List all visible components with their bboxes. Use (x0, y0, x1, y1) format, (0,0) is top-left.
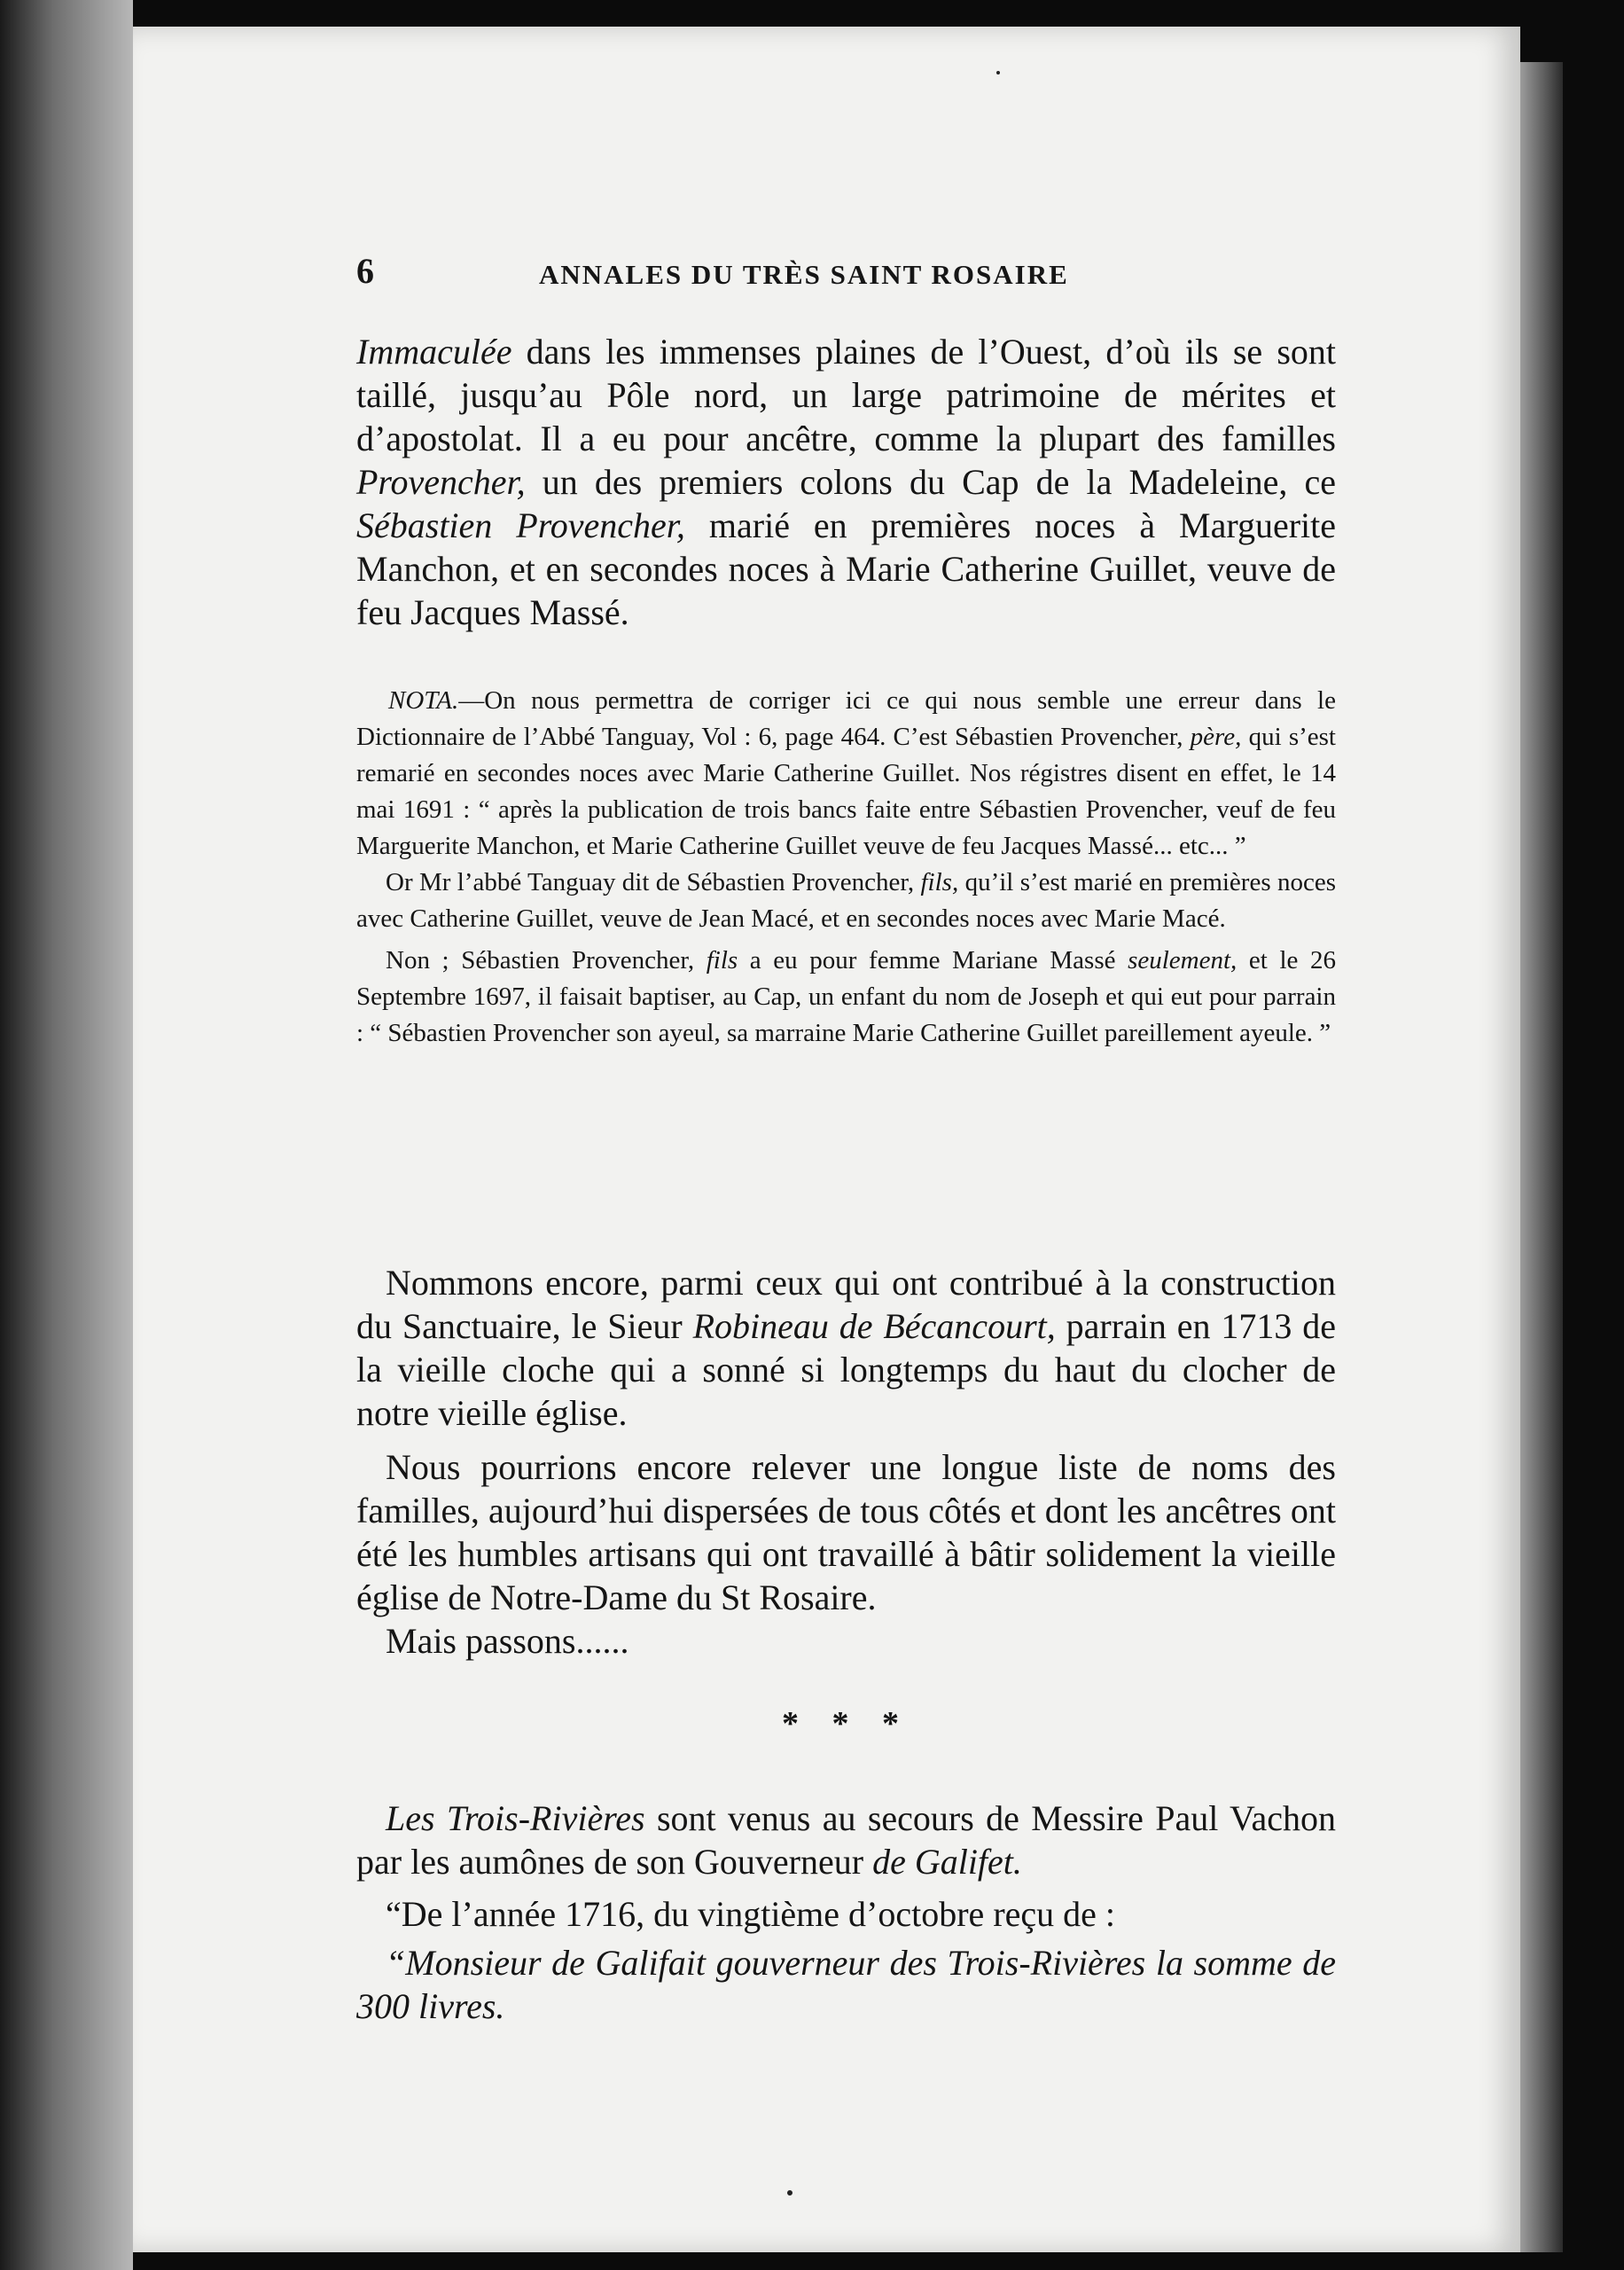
text-italic: fils, (920, 868, 959, 896)
text-run: Nommons encore, parmi ceux qui ont contribué à la construction du Sanctuaire, le Sieur (356, 1263, 1336, 1346)
running-head: ANNALES DU TRÈS SAINT ROSAIRE (539, 259, 1069, 290)
text-run: marié en premières noces à Marguerite Manchon, et en secondes noces à Marie Catherine Guillet, veuve de feu Jacques Massé. (356, 505, 1337, 632)
page-header (356, 250, 1243, 303)
text-run: Or Mr l’abbé Tanguay dit de Sébastien Provencher, (386, 868, 921, 896)
footnote-nota (356, 683, 1336, 1052)
section-separator: * * * (782, 1705, 911, 1742)
text-run: qu’il s’est marié en premières noces avec Catherine Guillet, veuve de Jean Macé, et en secondes noces avec Marie Macé. (356, 868, 1336, 933)
scan-left-margin (0, 0, 133, 2270)
text-italic: de Galifet. (872, 1842, 1022, 1882)
text-run: qui s’est remarié en secondes noces avec Marie Catherine Guillet. Nos régistres disent en effet, le 14 mai 1691 : “ après la publication de trois bancs faite entre Sébastien Provencher, veuf de feu Marguerite Manchon, et Marie Catherine Guillet veuve de feu Jacques Massé... etc... ” (356, 723, 1336, 860)
text-italic: Robineau de Bécancourt, (692, 1306, 1056, 1346)
text-italic: Sébastien Provencher, (356, 505, 685, 545)
text-italic: père, (1190, 723, 1242, 751)
text-run: parrain en 1713 de la vieille cloche qui a sonné si longtemps du haut du clocher de notre vieille église. (356, 1306, 1336, 1433)
paragraph-passons: Mais passons...... (386, 1621, 629, 1661)
text-italic: Immaculée (356, 332, 512, 372)
text-italic: Les Trois-Rivières (386, 1798, 645, 1838)
paragraph-familles: Nous pourrions encore relever une longue liste de noms des familles, aujourd’hui dispersées de tous côtés et dont les ancêtres ont été les humbles artisans qui ont travaillé à bâtir solidement la vieille église de Notre-Dame du St Rosaire. (356, 1447, 1336, 1617)
text-italic: seulement, (1128, 946, 1238, 975)
paragraph-trois-rivieres (356, 1796, 1336, 2028)
paragraph-robineau (356, 1261, 1336, 1663)
text-run: un des premiers colons du Cap de la Madeleine, ce (525, 462, 1336, 502)
text-run: sont venus au secours de Messire Paul Vachon par les aumônes de son Gouverneur (356, 1798, 1336, 1882)
page-edge-shadow (1520, 62, 1563, 2252)
text-italic: Provencher, (356, 462, 526, 502)
nota-label: NOTA. (388, 686, 459, 715)
text-run: dans les immenses plaines de l’Ouest, d’où ils se sont taillé, jusqu’au Pôle nord, un large patrimoine de mérites et d’apostolat. Il a eu pour ancêtre, comme la plupart des familles (356, 332, 1336, 458)
text-italic: fils (706, 946, 738, 975)
paper-speck (996, 71, 1000, 74)
paragraph-provencher (356, 330, 1336, 634)
text-run: —On nous permettra de corriger ici ce qui nous semble une erreur dans le Dictionnaire de l’Abbé Tanguay, Vol : 6, page 464. C’est Sébastien Provencher, (356, 686, 1336, 751)
text-run: a eu pour femme Mariane Massé (738, 946, 1128, 975)
text-italic: “Monsieur de Galifait gouverneur des Trois-Rivières la somme de 300 livres. (356, 1943, 1336, 2026)
text-run: et le 26 Septembre 1697, il faisait baptiser, au Cap, un enfant du nom de Joseph et qui eut pour parrain : “ Sébastien Provencher son ayeul, sa marraine Marie Catherine Guillet pareillement ayeule. ” (356, 946, 1336, 1047)
paper-speck (787, 2190, 792, 2196)
page-number: 6 (356, 251, 374, 291)
text-run: Non ; Sébastien Provencher, (386, 946, 707, 975)
paragraph-annee-1716: “De l’année 1716, du vingtième d’octobre reçu de : (386, 1894, 1116, 1934)
